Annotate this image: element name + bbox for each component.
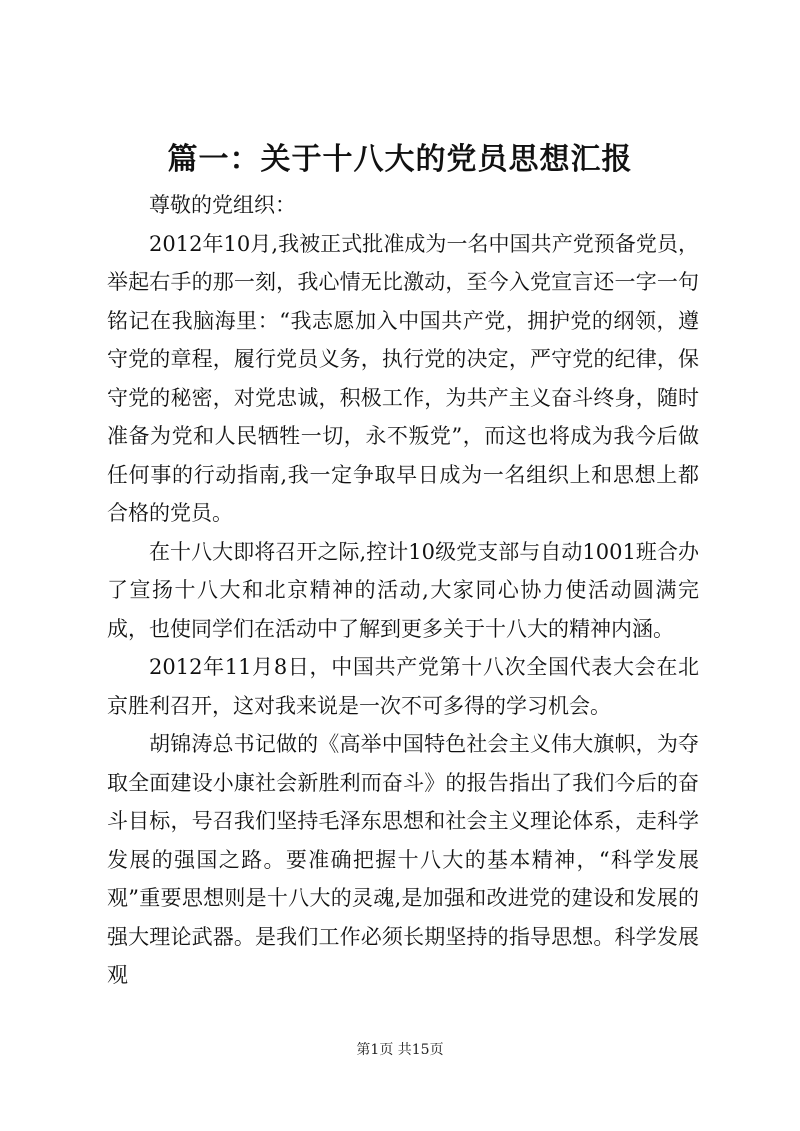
document-body (107, 186, 699, 995)
body-paragraph: 2012年11月8日，中国共产党第十八次全国代表大会在北京胜利召开，这对我来说是一次不可多得的学习机会。 (107, 655, 699, 718)
body-paragraph: 在十八大即将召开之际,控计10级党支部与自动1001班合办了宣扬十八大和北京精神的活动,大家同心协力使活动圆满完成，也使同学们在活动中了解到更多关于十八大的精神内涵。 (107, 539, 699, 641)
body-paragraph: 胡锦涛总书记做的《高举中国特色社会主义伟大旗帜，为夺取全面建设小康社会新胜利而奋斗》的报告指出了我们今后的奋斗目标，号召我们坚持毛泽东思想和社会主义理论体系，走科学发展的强国之路。要准确把握十八大的基本精神，“科学发展观”重要思想则是十八大的灵魂,是加强和改进党的建设和发展的强大理论武器。是我们工作必须长期坚持的指导思想。科学发展观 (107, 732, 699, 987)
document-title: 篇一：关于十八大的党员思想汇报 (167, 142, 633, 177)
body-paragraph: 2012年10月,我被正式批准成为一名中国共产党预备党员，举起右手的那一刻，我心情无比激动，至今入党宣言还一字一句铭记在我脑海里：“我志愿加入中国共产党，拥护党的纲领，遵守党的章程，履行党员义务，执行党的决定，严守党的纪律，保守党的秘密，对党忠诚，积极工作，为共产主义奋斗终身，随时准备为党和人民牺牲一切，永不叛党”，而这也将成为我今后做任何事的行动指南,我一定争取早日成为一名组织上和思想上都合格的党员。 (107, 231, 699, 525)
salutation-paragraph: 尊敬的党组织： (149, 193, 296, 217)
page-footer: 第1页 共15页 (356, 1042, 444, 1058)
